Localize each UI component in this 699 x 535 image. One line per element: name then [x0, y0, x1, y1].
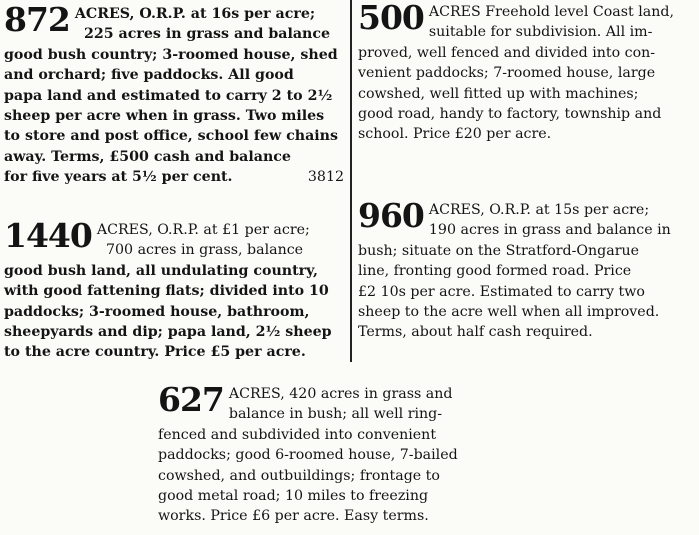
listing-line: fenced and subdivided into convenient [158, 426, 437, 443]
listing-line: ACRES, 420 acres in grass and [228, 386, 453, 402]
listing-line: bush; situate on the Stratford-Ongarue [358, 242, 640, 259]
listing-line: sheep per acre when in grass. Two miles [4, 108, 325, 125]
listing-reference-number: 3812 [307, 169, 344, 186]
listing-line: sheep to the acre well when all improved. [358, 304, 660, 321]
listing-line: school. Price £20 per acre. [358, 126, 552, 143]
listing-line: paddocks; 3-roomed house, bathroom, [4, 303, 310, 320]
listing-line: cowshed, well fitted up with machines; [358, 85, 639, 102]
listing-line: line, fronting good formed road. Price [358, 263, 632, 280]
listing-line: ACRES Freehold level Coast land, [428, 4, 674, 20]
listing-line: ACRES, O.R.P. at 16s per acre; [74, 6, 316, 22]
listing-line: works. Price £6 per acre. Easy terms. [158, 508, 429, 525]
listing-acreage-number: 627 [158, 380, 224, 419]
listing-line: to store and post office, school few chains [4, 128, 338, 145]
listing-line: ACRES, O.R.P. at £1 per acre; [96, 222, 310, 238]
listing-acreage-number: 1440 [4, 216, 92, 255]
listing-line: proved, well fenced and divided into con- [358, 44, 656, 61]
listing-line: papa land and estimated to carry 2 to 2½ [4, 87, 333, 104]
listing-line-with-ref [4, 167, 344, 187]
listing-acreage-number: 872 [4, 0, 70, 39]
listing-960 [358, 196, 698, 343]
listing-line: 225 acres in grass and balance [84, 26, 331, 43]
listing-627 [158, 380, 503, 527]
listing-line: sheepyards and dip; papa land, 2½ sheep [4, 324, 332, 341]
listing-500 [358, 2, 698, 145]
listing-line: with good fattening flats; divided into 10 [4, 283, 329, 300]
listing-line: to the acre country. Price £5 per acre. [4, 344, 306, 361]
column-divider [350, 0, 352, 362]
listing-line: venient paddocks; 7-roomed house, large [358, 65, 656, 82]
listing-line: good bush country; 3-roomed house, shed [4, 46, 338, 63]
listing-line: good metal road; 10 miles to freezing [158, 488, 429, 505]
listing-line: Terms, about half cash required. [358, 324, 593, 341]
listing-line: cowshed, and outbuildings; frontage to [158, 467, 440, 484]
listing-line: good bush land, all undulating country, [4, 262, 318, 279]
listing-line: away. Terms, £500 cash and balance [4, 148, 291, 165]
listing-872 [4, 0, 344, 188]
listing-line: paddocks; good 6-roomed house, 7-bailed [158, 447, 458, 464]
listing-line: £2 10s per acre. Estimated to carry two [358, 283, 645, 300]
listing-line: for five years at 5½ per cent. [4, 169, 233, 186]
listing-acreage-number: 960 [358, 196, 424, 235]
listing-line: good road, handy to factory, township and [358, 106, 662, 123]
listing-line: suitable for subdivision. All im- [428, 24, 653, 41]
listing-acreage-number: 500 [358, 0, 424, 37]
listing-line: ACRES, O.R.P. at 15s per acre; [428, 202, 650, 218]
listing-line: 700 acres in grass, balance [106, 242, 304, 259]
listing-line: 190 acres in grass and balance in [428, 222, 671, 239]
listing-1440 [4, 216, 344, 363]
listing-line: and orchard; five paddocks. All good [4, 67, 294, 84]
listing-line: balance in bush; all well ring- [228, 406, 443, 423]
